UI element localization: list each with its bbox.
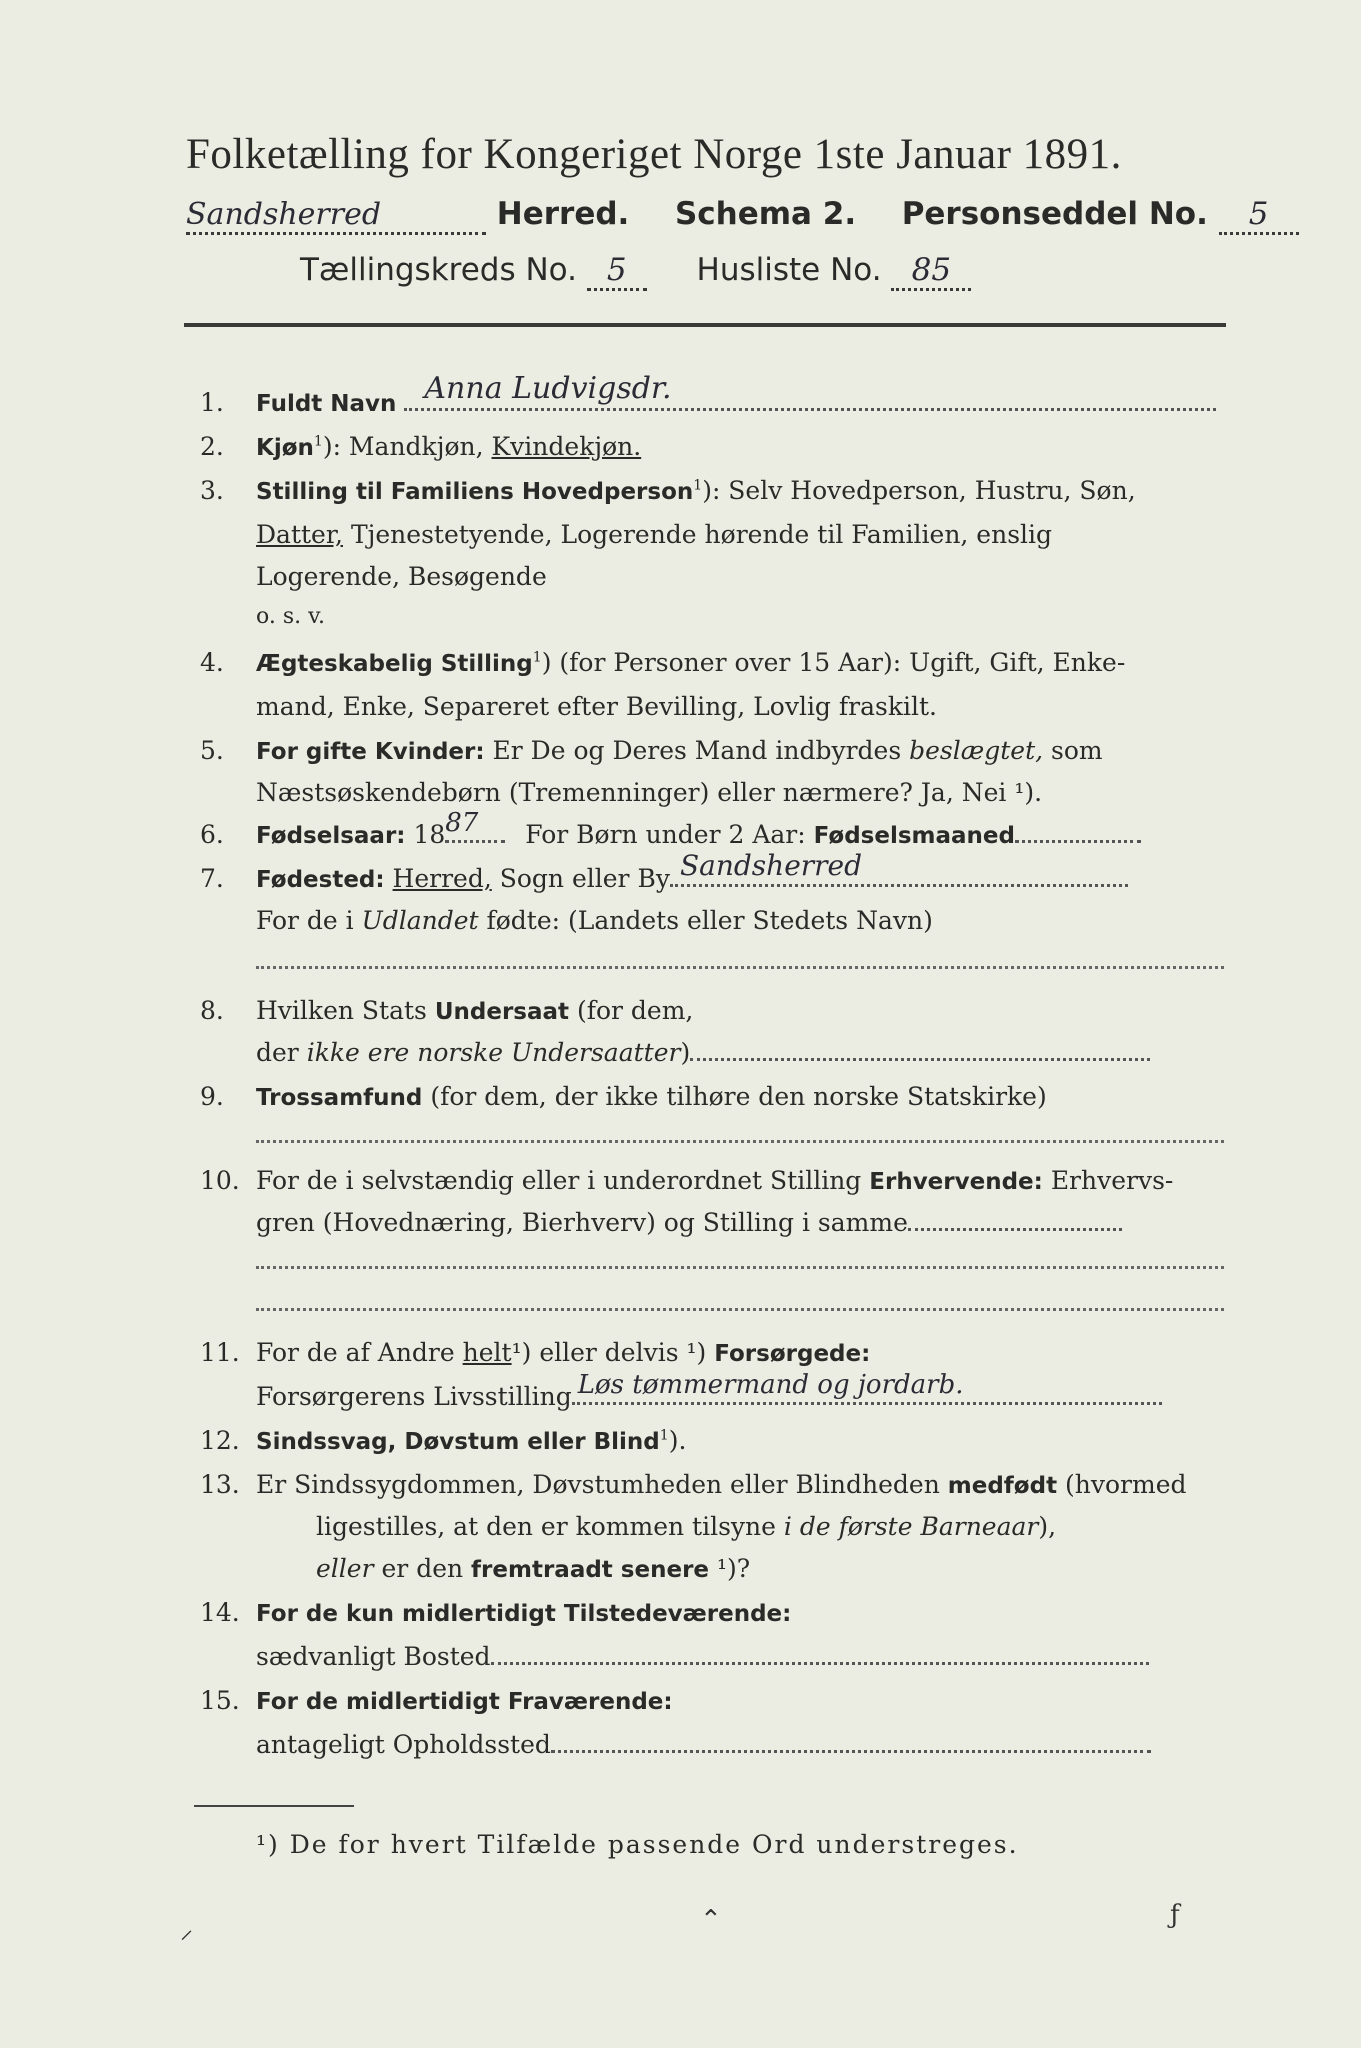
- full-name-value: Anna Ludvigsdr.: [424, 371, 672, 406]
- birth-year-value: 87: [445, 808, 479, 838]
- husliste-label: Husliste No.: [696, 252, 882, 288]
- taellingskreds-label: Tællingskreds No.: [300, 252, 577, 288]
- personseddel-no: 5: [1248, 196, 1269, 232]
- birthplace-value: Sandsherred: [679, 849, 863, 882]
- pencil-mark-center: ⌃: [700, 1905, 722, 1935]
- position-selected: Datter,: [256, 520, 343, 549]
- herred-label: Herred.: [496, 196, 630, 232]
- pencil-mark-left: ⸝: [180, 1915, 194, 1945]
- schema-label: Schema 2.: [674, 196, 857, 232]
- provider-occupation-value: Løs tømmermand og jordarb.: [577, 1370, 964, 1400]
- census-form-page: Folketælling for Kongeriget Norge 1ste Januar 1891. Sandsherred Herred. Schema 2. Personseddel No. 5 Tællingskreds No. 5 Husliste No. 85 1. Fuldt Navn Anna Ludvigsdr. 2. Kjøn$^1$): Mandkjøn, Kvindekjøn. 3. Stilling til Familiens Hovedperson$^1$): Selv Hovedperson, Hustru, Søn, Datter, Tjenestetyende, Logerende hørende til Familien, enslig Logerende, Besøgende o. s. v. 4. Ægteskabelig Stilling$^1$) (for Personer over 15 Aar): Ugift, Gift, Enke- mand, Enke, Separeret efter Bevilling, Lovlig fraskilt. 5. For gifte Kvinder: Er De og Deres Mand indbyrdes beslægtet, som Næstsøskendebørn (Tremenninger) eller nærmere? Ja, Nei ¹). 6. Fødselsaar: 18 87 For Børn under 2 Aar: Fødselsmaaned 7. Fødested: Herred, Sogn eller By Sandsherred For de i Udlandet fødte: (Landets eller Stedets Navn) 8. Hvilken Stats Undersaat (for dem, der ikke ere norske Undersaatter) 9. Trossamfund (for dem, der ikke tilhøre den norske Statskirke) 10. For de i selvstændig eller i underordnet Stilling Erhvervende: Erhvervs- gren (Hovednæring, Bierhverv) og Stilling i samme 11. For de af Andre helt¹) eller delvis ¹) Forsørgede: Forsørgerens Livsstilling Løs tømmermand og jordarb. 12. Sindssvag, Døvstum eller Blind$^1$). 13. Er Sindssygdommen, Døvstumheden eller Blindheden medfødt (hvormed ligestilles, at den er kommen tilsyne i de første Barneaar), eller er den fremtraadt senere ¹)? 14. For de kun midlertidigt Tilstedeværende: sædvanligt Bosted 15. For de midlertidigt Fraværende: antageligt Opholdssted ¹) De for hvert Tilfælde passende Ord understreges. ⸝ ⌃ ƒ: [0, 0, 1361, 2048]
- birthplace-selected: Herred,: [392, 864, 492, 893]
- herred-name: Sandsherred: [186, 197, 382, 232]
- personseddel-label: Personseddel No.: [901, 196, 1208, 232]
- footnote-divider: [194, 1805, 354, 1807]
- taellingskreds-no: 5: [606, 252, 627, 288]
- support-selected: helt: [462, 1338, 512, 1367]
- blank-line: [256, 966, 1224, 969]
- form-title: Folketælling for Kongeriget Norge 1ste Januar 1891.: [186, 131, 1122, 178]
- sex-selected: Kvindekjøn.: [491, 432, 642, 461]
- footnote: ¹) De for hvert Tilfælde passende Ord understreges.: [256, 1830, 1019, 1859]
- kreds-line: [300, 252, 971, 291]
- pencil-mark-right: ƒ: [1170, 1900, 1180, 1930]
- herred-line: [186, 196, 1299, 235]
- header-divider: [184, 323, 1226, 327]
- husliste-no: 85: [911, 252, 952, 288]
